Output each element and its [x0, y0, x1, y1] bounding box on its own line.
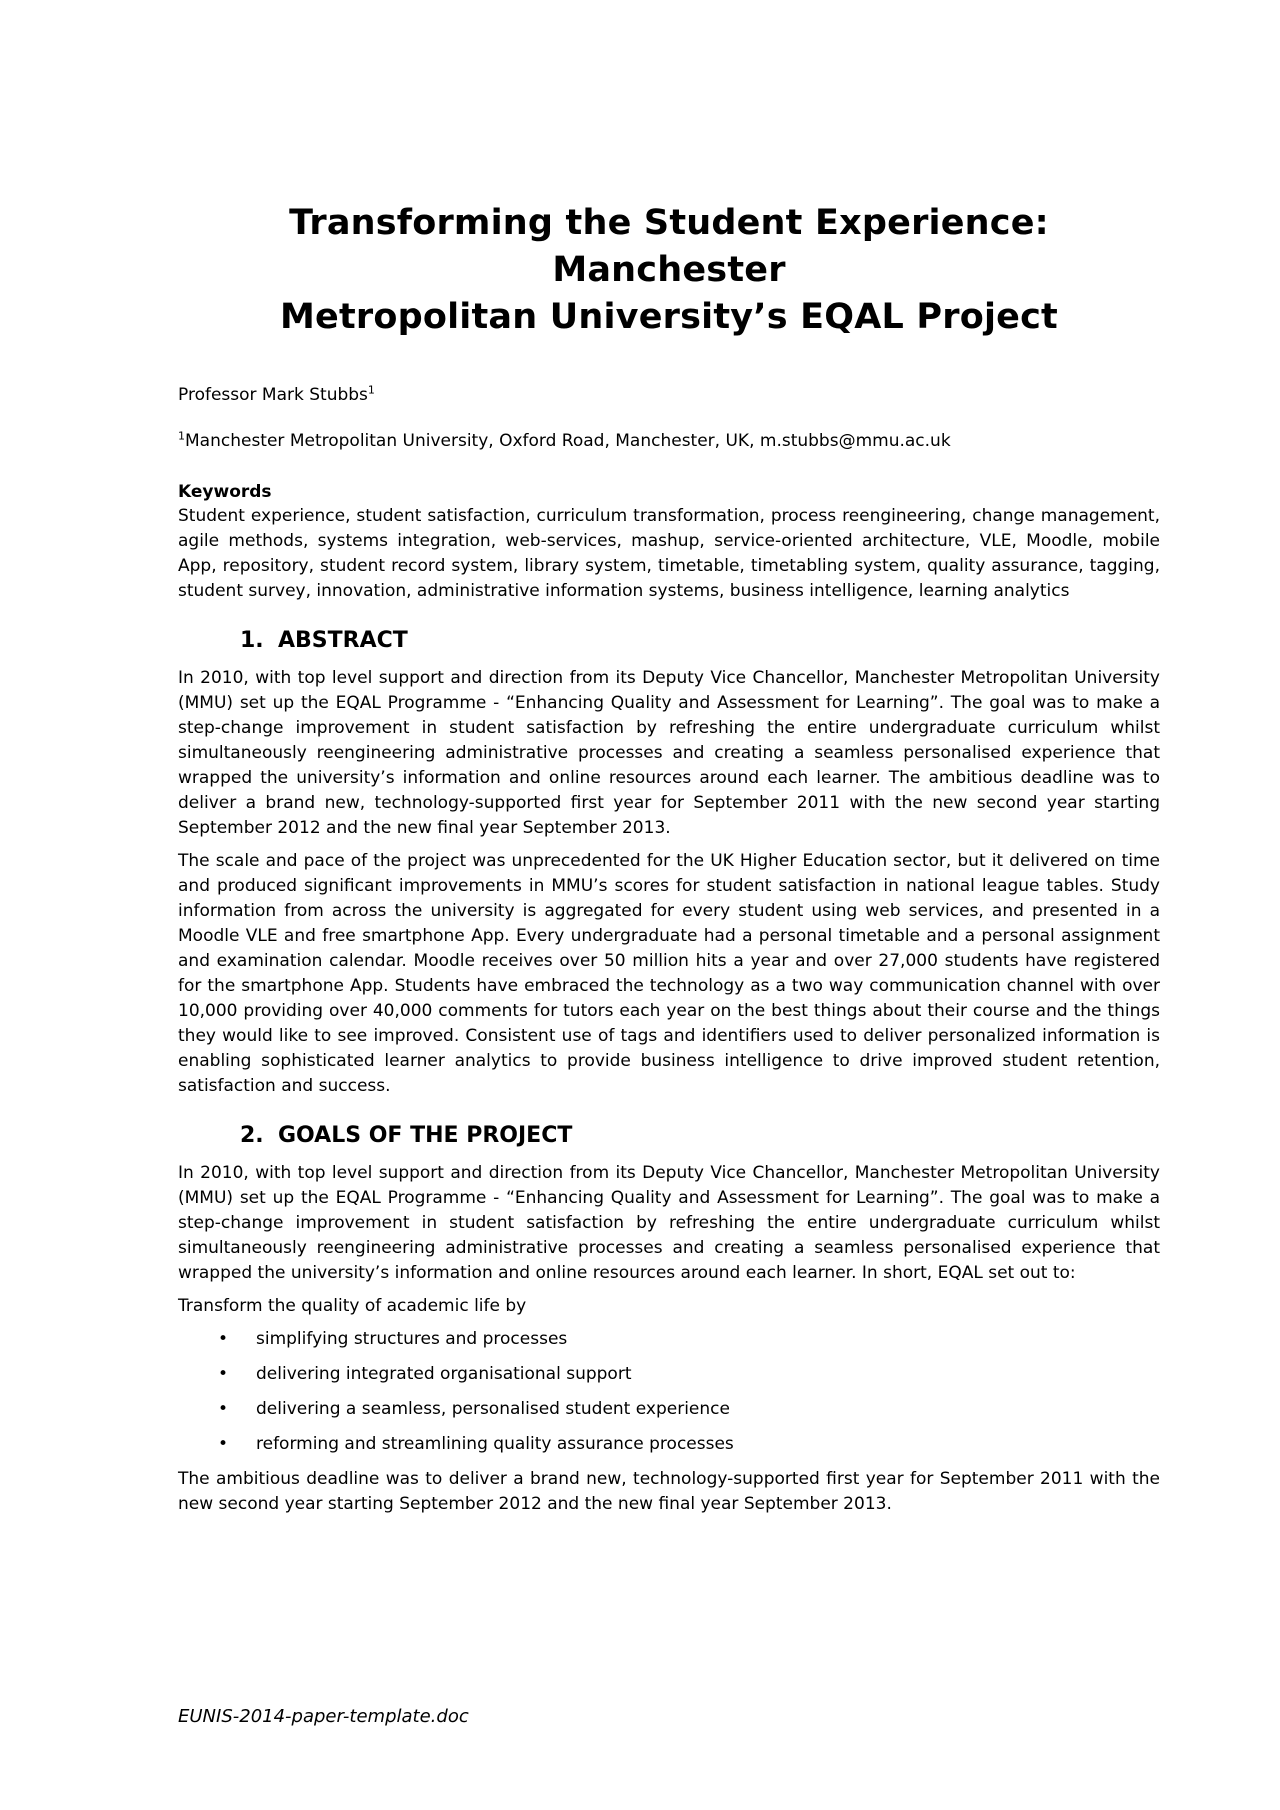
section-heading-abstract [240, 626, 1160, 656]
title-line-2: Metropolitan University’s EQAL Project [280, 297, 1058, 337]
list-item [178, 1432, 1160, 1457]
bullet-icon: • [218, 1434, 229, 1454]
affiliation-superscript: 1 [178, 429, 185, 443]
section-number: 1. [240, 628, 264, 653]
keywords-heading: Keywords [178, 482, 272, 502]
section-heading-goals [240, 1121, 1160, 1151]
author-name: Professor Mark Stubbs [178, 385, 368, 405]
goals-bullet-list [178, 1327, 1160, 1457]
list-item [178, 1362, 1160, 1387]
section-title: ABSTRACT [278, 628, 408, 653]
goals-paragraph-1: In 2010, with top level support and direction from its Deputy Vice Chancellor, Manchester Metropolitan University (MMU) set up the EQAL Programme - “Enhancing Quality and Assessment for Learning”. The goal was to make a step-change improvement in student satisfaction by refreshing the entire undergraduate curriculum whilst simultaneously reengineering administrative processes and creating a seamless personalised experience that wrapped the university’s information and online resources around each learner. In short, EQAL set out to: [178, 1163, 1160, 1283]
title-line-1: Transforming the Student Experience: Manchester [289, 203, 1049, 290]
abstract-paragraph-1: In 2010, with top level support and direction from its Deputy Vice Chancellor, Manchester Metropolitan University (MMU) set up the EQAL Programme - “Enhancing Quality and Assessment for Learning”. The goal was to make a step-change improvement in student satisfaction by refreshing the entire undergraduate curriculum whilst simultaneously reengineering administrative processes and creating a seamless personalised experience that wrapped the university’s information and online resources around each learner. The ambitious deadline was to deliver a brand new, technology-supported first year for September 2011 with the new second year starting September 2012 and the new final year September 2013. [178, 668, 1160, 838]
section-number: 2. [240, 1123, 264, 1148]
abstract-paragraph-2: The scale and pace of the project was unprecedented for the UK Higher Education sector, but it delivered on time and produced significant improvements in MMU’s scores for student satisfaction in national league tables. Study information from across the university is aggregated for every student using web services, and presented in a Moodle VLE and free smartphone App. Every undergraduate had a personal timetable and a personal assignment and examination calendar. Moodle receives over 50 million hits a year and over 27,000 students have registered for the smartphone App. Students have embraced the technology as a two way communication channel with over 10,000 providing over 40,000 comments for tutors each year on the best things about their course and the things they would like to see improved. Consistent use of tags and identifiers used to deliver personalized information is enabling sophisticated learner analytics to provide business intelligence to drive improved student retention, satisfaction and success. [178, 851, 1160, 1096]
list-item [178, 1397, 1160, 1422]
list-item-text: simplifying structures and processes [256, 1329, 568, 1349]
affiliation-line [178, 430, 1160, 452]
author-superscript: 1 [367, 383, 375, 397]
list-item-text: reforming and streamlining quality assurance processes [256, 1434, 734, 1454]
bullet-icon: • [218, 1399, 229, 1419]
keywords-text: Student experience, student satisfaction, curriculum transformation, process reengineering, change management, agile methods, systems integration, web-services, mashup, service-oriented architecture, VLE, Moodle, mobile App, repository, student record system, library system, timetable, timetabling system, quality assurance, tagging, student survey, innovation, administrative information systems, business intelligence, learning analytics [178, 506, 1160, 601]
section-title: GOALS OF THE PROJECT [278, 1123, 573, 1148]
list-item-text: delivering integrated organisational support [256, 1364, 632, 1384]
list-item [178, 1327, 1160, 1352]
affiliation-text: Manchester Metropolitan University, Oxford Road, Manchester, UK, m.stubbs@mmu.ac.uk [185, 431, 951, 451]
page-footer: EUNIS-2014-paper-template.doc [178, 1706, 469, 1727]
paper-title [178, 200, 1160, 341]
goals-paragraph-2: The ambitious deadline was to deliver a brand new, technology-supported first year for September 2011 with the new second year starting September 2012 and the new final year September 2013. [178, 1469, 1160, 1514]
page-content [178, 200, 1160, 1517]
list-item-text: delivering a seamless, personalised student experience [256, 1399, 730, 1419]
author-line [178, 384, 1160, 406]
bullet-icon: • [218, 1364, 229, 1384]
bullet-icon: • [218, 1329, 229, 1349]
goals-lead-text: Transform the quality of academic life by [178, 1296, 527, 1316]
